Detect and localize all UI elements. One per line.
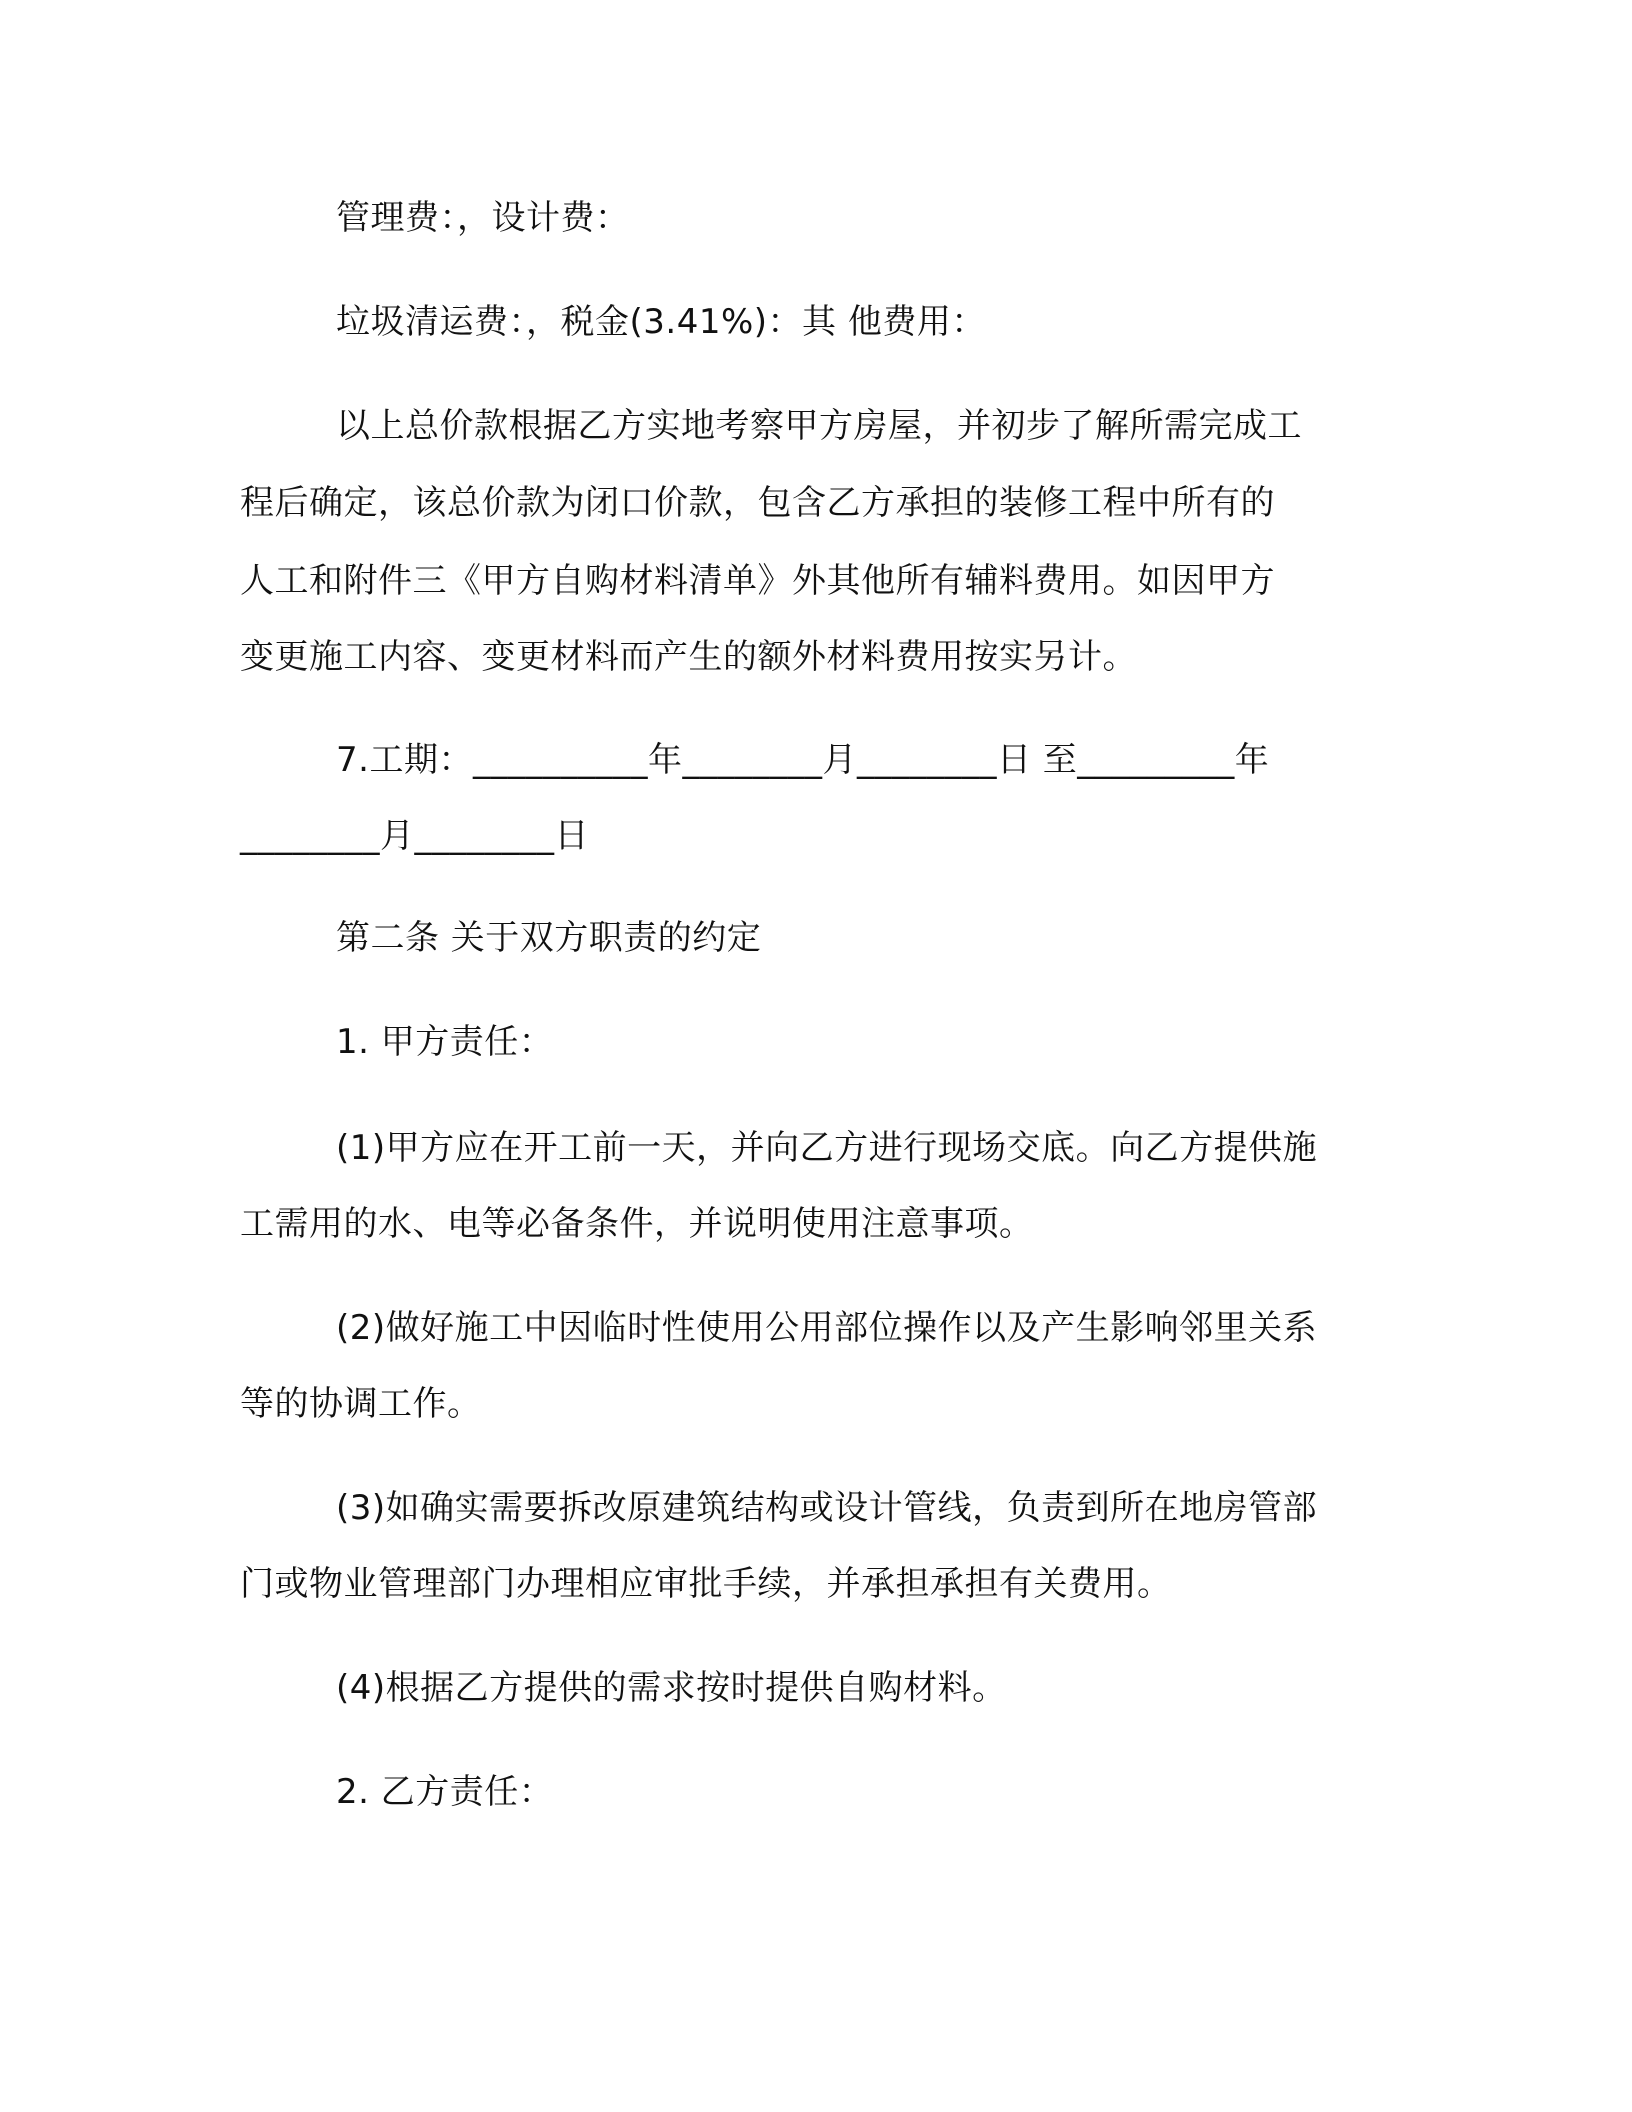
subsection-heading: 1. 甲方责任：: [336, 1022, 554, 1062]
paragraph-line: 变更施工内容、变更材料而产生的额外材料费用按实另计。: [240, 637, 1137, 677]
list-item-line: (3)如确实需要拆改原建筑结构或设计管线，负责到所在地房管部: [336, 1488, 1318, 1528]
list-item-line: (4)根据乙方提供的需求按时提供自购材料。: [336, 1668, 1007, 1708]
fee-line-management-design: 管理费：，设计费：: [336, 198, 630, 238]
list-item-line: 门或物业管理部门办理相应审批手续，并承担承担有关费用。: [240, 1564, 1172, 1604]
section-heading: 第二条 关于双方职责的约定: [336, 918, 762, 958]
fee-line-garbage-tax-other: 垃圾清运费：，税金(3.41%)：其 他费用：: [336, 302, 986, 342]
paragraph-line: 程后确定，该总价款为闭口价款，包含乙方承担的装修工程中所有的: [240, 483, 1275, 523]
construction-period-line: 7.工期：__________年________月________日 至_________年: [336, 740, 1270, 780]
construction-period-line: ________月________日: [240, 816, 589, 856]
list-item-line: (2)做好施工中因临时性使用公用部位操作以及产生影响邻里关系: [336, 1308, 1318, 1348]
list-item-line: 等的协调工作。: [240, 1384, 482, 1424]
paragraph-line: 以上总价款根据乙方实地考察甲方房屋，并初步了解所需完成工: [336, 406, 1302, 446]
paragraph-line: 人工和附件三《甲方自购材料清单》外其他所有辅料费用。如因甲方: [240, 561, 1275, 601]
subsection-heading: 2. 乙方责任：: [336, 1772, 554, 1812]
list-item-line: (1)甲方应在开工前一天，并向乙方进行现场交底。向乙方提供施: [336, 1128, 1318, 1168]
list-item-line: 工需用的水、电等必备条件，并说明使用注意事项。: [240, 1204, 1034, 1244]
